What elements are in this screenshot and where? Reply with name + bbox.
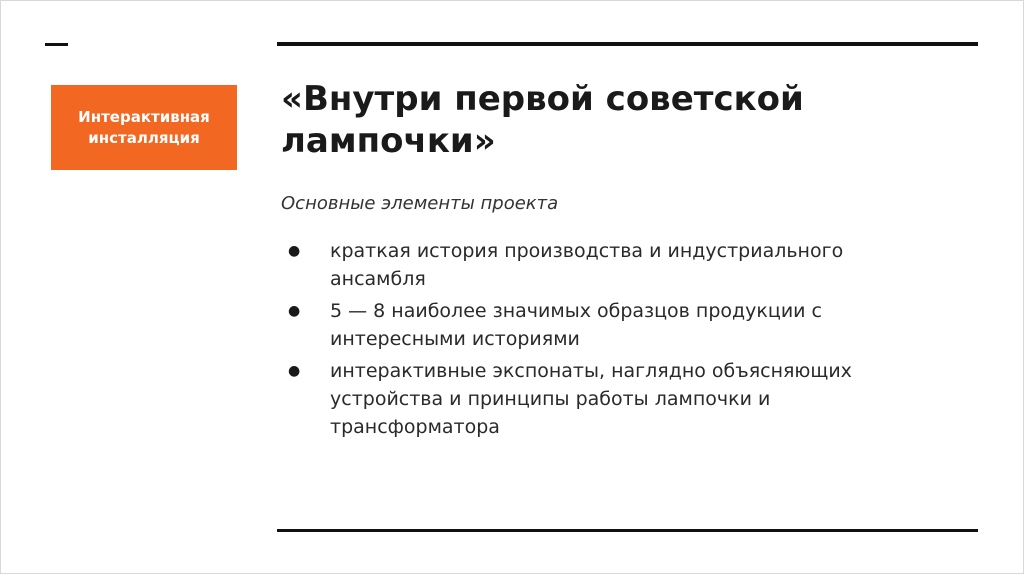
bullet-text: 5 — 8 наиболее значимых образцов продукции с интересными историями [330, 300, 822, 350]
bullet-dot-icon: ● [288, 303, 301, 319]
corner-dash [45, 43, 68, 46]
bullet-item [288, 357, 948, 441]
bottom-divider [277, 529, 978, 532]
bullet-dot-icon: ● [288, 363, 301, 379]
bullet-text: интерактивные экспонаты, наглядно объясняющих устройства и принципы работы лампочки и трансформатора [330, 360, 852, 438]
bullet-text: краткая история производства и индустриального ансамбля [330, 240, 844, 290]
bullet-list [288, 237, 948, 445]
slide-subtitle: Основные элементы проекта [281, 193, 559, 214]
bullet-dot-icon: ● [288, 243, 301, 259]
section-tag [51, 85, 237, 170]
bullet-item [288, 237, 948, 293]
slide-title: «Внутри первой советской лампочки» [281, 79, 804, 161]
bullet-item [288, 297, 948, 353]
top-divider [277, 42, 978, 46]
section-tag-label: Интерактивная инсталляция [78, 107, 210, 147]
